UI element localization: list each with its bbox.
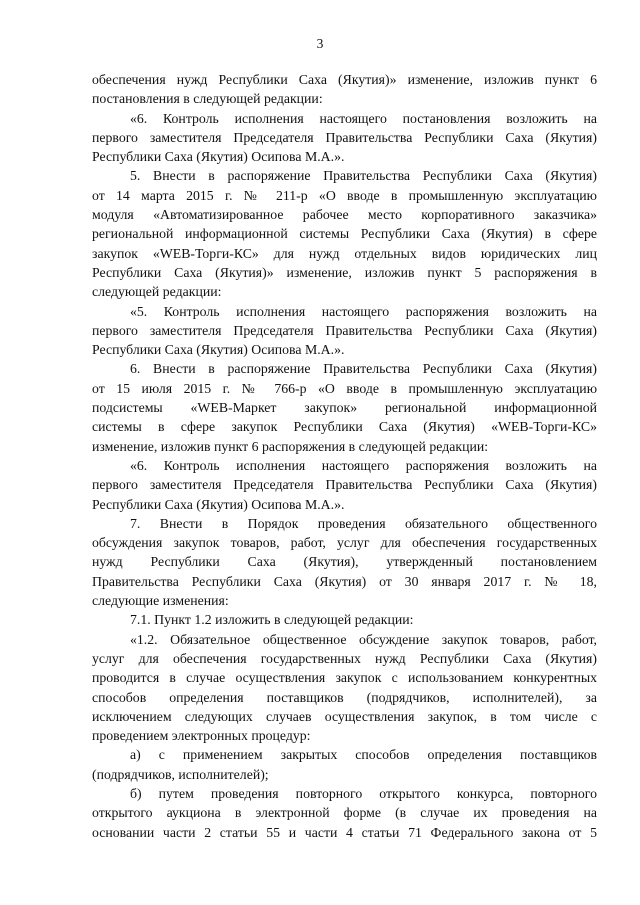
text-line: «6. Контроль исполнения настоящего распоряжения возложить на	[130, 457, 597, 473]
text-line: 5. Внести в распоряжение Правительства Республики Саха (Якутия)	[130, 168, 597, 184]
text-line: проводится в случае осуществления закупок с использованием конкурентных	[92, 670, 597, 686]
text-line: Правительства Республики Саха (Якутия) от 30 января 2017 г. № 18,	[92, 573, 597, 589]
text-line: первого заместителя Председателя Правительства Республики Саха (Якутия)	[92, 477, 597, 493]
text-line: первого заместителя Председателя Правительства Республики Саха (Якутия)	[92, 129, 597, 145]
text-line: Республики Саха (Якутия) Осипова М.А.».	[92, 342, 345, 358]
text-line: первого заместителя Председателя Правительства Республики Саха (Якутия)	[92, 322, 597, 338]
text-line: б) путем проведения повторного открытого конкурса, повторного	[130, 785, 597, 801]
text-line: (подрядчиков, исполнителей);	[92, 766, 269, 782]
text-line: региональной информационной системы Республики Саха (Якутия) в сфере	[92, 226, 597, 242]
text-line: 7.1. Пункт 1.2 изложить в следующей редакции:	[130, 612, 414, 628]
text-line: а) с применением закрытых способов определения поставщиков	[130, 747, 597, 763]
text-line: способов определения поставщиков (подрядчиков, исполнителей), за	[92, 689, 597, 705]
text-line: услуг для обеспечения государственных нужд Республики Саха (Якутия)	[92, 650, 597, 666]
text-line: открытого аукциона в электронной форме (в случае их проведения на	[92, 805, 597, 821]
text-line: исключением следующих случаев осуществления закупок, в том числе с	[92, 708, 597, 724]
text-line: постановления в следующей редакции:	[92, 91, 323, 107]
text-line: «6. Контроль исполнения настоящего постановления возложить на	[130, 110, 597, 126]
text-line: проведением электронных процедур:	[92, 728, 311, 744]
text-line: «1.2. Обязательное общественное обсуждение закупок товаров, работ,	[130, 631, 597, 647]
text-line: Республики Саха (Якутия)» изменение, изложив пункт 5 распоряжения в	[92, 264, 597, 280]
text-line: основании части 2 статьи 55 и части 4 статьи 71 Федерального закона от 5	[92, 824, 597, 840]
text-line: модуля «Автоматизированное рабочее место корпоративного заказчика»	[92, 207, 597, 223]
text-line: нужд Республики Саха (Якутия), утвержденный постановлением	[92, 554, 597, 570]
text-line: от 15 июля 2015 г. № 766-р «О вводе в промышленную эксплуатацию	[92, 380, 597, 396]
page-number: 3	[316, 36, 324, 51]
text-line: закупок «WEB-Торги-КС» для нужд отдельных видов юридических лиц	[92, 245, 597, 261]
text-line: 7. Внести в Порядок проведения обязательного общественного	[130, 515, 597, 531]
text-line: системы в сфере закупок Республики Саха (Якутия) «WEB-Торги-КС»	[92, 419, 597, 435]
text-line: 6. Внести в распоряжение Правительства Республики Саха (Якутия)	[130, 361, 597, 377]
text-line: Республики Саха (Якутия) Осипова М.А.».	[92, 149, 345, 165]
text-line: Республики Саха (Якутия) Осипова М.А.».	[92, 496, 345, 512]
text-line: от 14 марта 2015 г. № 211-р «О вводе в промышленную эксплуатацию	[92, 187, 597, 203]
text-line: следующие изменения:	[92, 593, 229, 609]
text-line: обсуждения закупок товаров, работ, услуг для обеспечения государственных	[92, 535, 597, 551]
text-line: обеспечения нужд Республики Саха (Якутия)» изменение, изложив пункт 6	[92, 72, 597, 87]
text-line: изменение, изложив пункт 6 распоряжения в следующей редакции:	[92, 438, 489, 454]
text-line: следующей редакции:	[92, 284, 222, 300]
text-line: «5. Контроль исполнения настоящего распоряжения возложить на	[130, 303, 597, 319]
document-body	[92, 70, 597, 842]
text-line: подсистемы «WEB-Маркет закупок» региональной информационной	[92, 400, 597, 416]
